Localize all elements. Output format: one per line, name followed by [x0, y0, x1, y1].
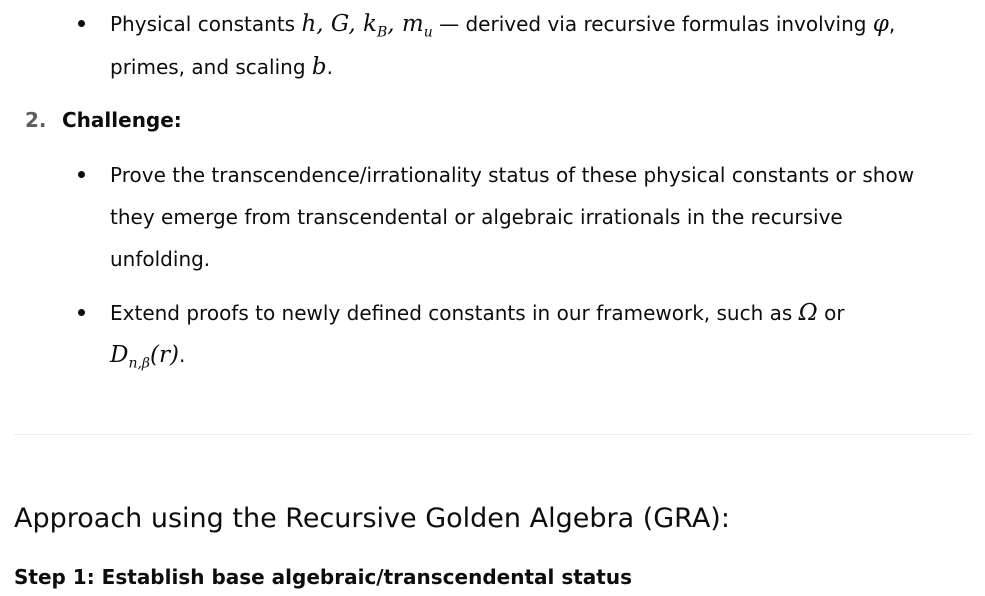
- text-span: .: [178, 343, 186, 367]
- math-part: (r): [150, 342, 179, 368]
- section-heading: Approach using the Recursive Golden Algebra (GRA):: [14, 503, 730, 534]
- math-subscript: B: [377, 24, 388, 41]
- bullet-text-continued: unfolding.: [110, 247, 211, 271]
- text-span: Physical constants: [110, 12, 302, 36]
- bullet-text-continued: [110, 54, 333, 80]
- text-span: Extend proofs to newly defined constants in our framework, such as: [110, 301, 799, 325]
- list-number: 2.: [25, 108, 47, 132]
- list-label: Challenge:: [62, 108, 182, 132]
- bullet-text: [110, 11, 895, 46]
- math-subscript: u: [423, 24, 433, 41]
- math-part: D: [110, 342, 129, 368]
- math-part: h, G, k: [301, 11, 377, 37]
- math-phi: φ: [872, 11, 889, 37]
- text-span: .: [326, 55, 333, 79]
- bullet-text: Prove the transcendence/irrationality status of these physical constants or show: [110, 163, 915, 187]
- step-heading: Step 1: Establish base algebraic/transcendental status: [14, 565, 632, 589]
- text-span: primes, and scaling: [110, 55, 312, 79]
- math-omega: Ω: [798, 300, 818, 326]
- text-span: — derived via recursive formulas involving: [432, 12, 873, 36]
- bullet-marker: [78, 309, 85, 316]
- bullet-text-continued: [110, 342, 185, 377]
- bullet-marker: [78, 171, 85, 178]
- bullet-text: [110, 300, 845, 326]
- bullet-marker: [78, 20, 85, 27]
- math-subscript: n,β: [128, 355, 151, 372]
- text-span: ,: [888, 12, 896, 36]
- math-expression: [110, 342, 179, 372]
- text-span: or: [817, 301, 845, 325]
- math-b: b: [311, 54, 327, 80]
- bullet-text-continued: they emerge from transcendental or algebraic irrationals in the recursive: [110, 205, 843, 229]
- math-part: , m: [387, 11, 424, 37]
- math-expression: [301, 11, 433, 41]
- section-divider: [14, 434, 972, 435]
